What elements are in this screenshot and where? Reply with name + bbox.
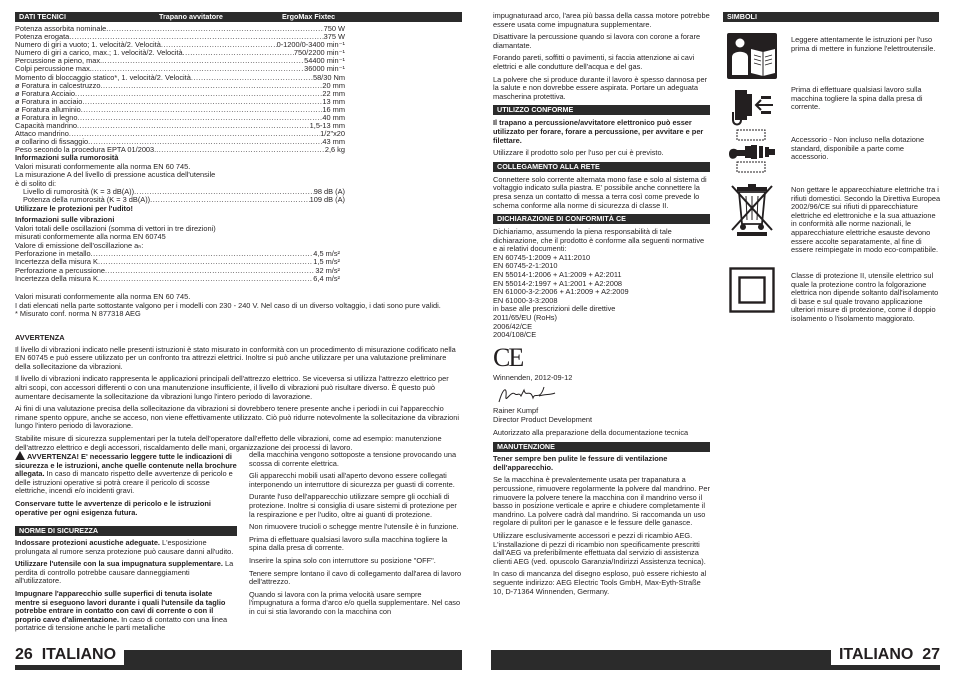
norme-bold: Utilizzare l'utensile con la sua impugnatura supplementare. bbox=[15, 559, 223, 569]
spec-label: ø Foratura alluminio bbox=[15, 105, 81, 114]
spec-row bbox=[15, 114, 345, 122]
tech-data-model-name: ErgoMax Fixtec bbox=[282, 12, 336, 21]
norme-text: In caso di contatto con una linea portatrice di tensione anche le parti metalliche bbox=[15, 614, 228, 633]
class-ii-icon bbox=[729, 267, 775, 313]
safety-paragraph: impugnaturaad arco, l'area più bassa della cassa motore potrebbe essere usata come impugnatura supplementare. bbox=[493, 11, 710, 29]
spec-value: 32 m/s² bbox=[315, 266, 340, 275]
safety-paragraph: Prima di effettuare qualsiasi lavoro sulla macchina togliere la spina dalla presa di corrente. bbox=[249, 534, 448, 553]
utilizzo-bold: Il trapano a percussione/avvitatore elettronico può esser utilizzato per forare, forare a percussione, per avvitare e per filettare. bbox=[493, 118, 704, 145]
page-27 bbox=[477, 0, 954, 677]
noise-line: è di solito di: bbox=[15, 178, 57, 188]
leader-dots bbox=[98, 258, 313, 266]
measured-note: * Misurato conf. norma N 877318 AEG bbox=[15, 309, 141, 319]
safety-paragraph: Quando si lavora con la prima velocità usare sempre l'impugnatura a forma d'arco e/o quella supplementare. Nel caso in cui si stia lavorando con la macchina con bbox=[249, 589, 461, 616]
safety-paragraph: Gli apparecchi mobili usati all'aperto devono essere collegati interponendo un interruttore di sicurezza per guasti di corrente. bbox=[249, 471, 455, 489]
symbol-text-4: Non gettare le apparecchiature elettriche tra i rifiuti domestici. Secondo la Direttiva Europea 2002/96/CE sui rifiuti di pparecchiature elettriche ed elettroniche e la sua attuazione in conformità alle norme nazionali, le apparecchiature elettriche esauste devono essere accolte separatamente, al fine di essere reimpiegate in modo eco-compatibile. bbox=[791, 185, 941, 255]
spec-value: 750 W bbox=[323, 25, 345, 33]
spec-value: 13 mm bbox=[322, 97, 345, 106]
leader-dots bbox=[69, 130, 320, 138]
noise-title: Informazioni sulla rumorosità bbox=[15, 153, 119, 162]
safety-paragraph: La polvere che si produce durante il lavoro è spesso dannosa per la salute e non dovrebbe essere aspirata. Portare un adeguata mascherina protettiva. bbox=[493, 74, 708, 101]
warning-text: In caso di mancato rispetto delle avvertenze di pericolo e delle istruzioni operative si potrà creare il pericolo di scosse elettriche, incendi e/o incidenti gravi. bbox=[15, 469, 233, 496]
spec-row bbox=[15, 188, 345, 196]
conformita-text: Dichiariamo, assumendo la piena responsabilità di tale dichiarazione, che il prodotto è conforme alla seguenti normative e ai relativi documenti: bbox=[493, 227, 705, 254]
spec-label: Perforazione in metallo bbox=[15, 250, 91, 259]
spec-label: Livello di rumorosità (K = 3 dB(A)) bbox=[23, 188, 135, 197]
spec-value: 36000 min⁻¹ bbox=[304, 65, 345, 74]
norm-item: EN 55014-1:2006 + A1:2009 + A2:2011 bbox=[493, 270, 622, 280]
signer-authorization: Autorizzato alla preparazione della documentazione tecnica bbox=[493, 427, 689, 437]
avvertenza-paragraph: Il livello di vibrazioni indicato rappresenta le applicazioni principali dell'attrezzo elettrico. Se viceversa si utilizza l'attrezzo elettrico per altri scopi, con accessori differenti o con una manutenzione insufficiente, il livello di vibrazioni può risultare diverso. È questo può aumentare decisamente la sollecitazione da vibrazioni lungo l'intero periodo di lavorazione. bbox=[15, 374, 449, 401]
norme-text: La perdita di controllo potrebbe causare danneggiamenti all'utilizzatore. bbox=[15, 559, 234, 586]
values-note-2: I dati elencati nella parte sottostante valgono per i modelli con 230 - 240 V. Nel caso di un diverso voltaggio, i dati sono pure validi. bbox=[15, 300, 441, 310]
right-col-1 bbox=[493, 12, 710, 600]
spec-value: 54400 min⁻¹ bbox=[304, 57, 345, 66]
spec-row bbox=[15, 49, 345, 57]
conformita-title: DICHIARAZIONE DI CONFORMITÀ CE bbox=[497, 214, 626, 224]
leader-dots bbox=[91, 250, 314, 258]
vibration-line: Valori totali delle oscillazioni (somma di vettori in tre direzioni) bbox=[15, 223, 216, 233]
spec-label: Numero di giri a carico, max.; 1. velocità/2. Velocità bbox=[15, 49, 183, 58]
spec-value: 16 mm bbox=[322, 105, 345, 114]
leader-dots bbox=[77, 114, 322, 122]
simboli-header bbox=[723, 12, 939, 22]
avvertenza-paragraph: Ai fini di una valutazione precisa della sollecitazione da vibrazioni si dovrebbero tenere presente anche i periodi in cui l'apparecchio rimane spento oppure, anche se acceso, non viene effettivamente utilizzato. Ciò può ridurre notevolmente la sollecitazione da vibrazioni lungo l'intero periodo di lavorazione. bbox=[15, 404, 459, 431]
leader-dots bbox=[102, 57, 304, 65]
manutenzione-header bbox=[493, 442, 710, 452]
leader-dots bbox=[161, 41, 277, 49]
norm-item: EN 60745-2-1:2010 bbox=[493, 261, 558, 271]
norm-item: 2006/42/CE bbox=[493, 321, 533, 331]
conformita-header bbox=[493, 214, 710, 224]
safety-paragraph: Durante l'uso dell'apparecchio utilizzare sempre gli occhiali di protezione. Inoltre si consiglia di usare sistemi di protezione per la respirazione e per l'udito, oltre ai guanti di protezione. bbox=[249, 492, 457, 519]
noise-protection: Utilizzare le protezioni per l'udito! bbox=[15, 203, 133, 213]
safety-continued bbox=[249, 451, 464, 621]
norme-text: L'esposizione prolungata al rumore senza protezione può causare danni all'udito. bbox=[15, 538, 234, 556]
norme-paragraph bbox=[15, 539, 237, 556]
spec-row bbox=[15, 275, 340, 283]
spec-value: 22 mm bbox=[322, 89, 345, 98]
spec-value: 20 mm bbox=[322, 81, 345, 90]
norme-paragraph bbox=[15, 590, 237, 633]
spec-value: 6,4 m/s² bbox=[313, 274, 340, 283]
maintenance-paragraph: Utilizzare esclusivamente accessori e pezzi di ricambio AEG. L'installazione di pezzi di ricambio non specificamente prescritti dall'AEG va preferibilmente effettuata dal servizio di assistenza clienti AEG (ved. opuscolo Garanzia/Indirizzi Assistenza tecnica). bbox=[493, 530, 706, 566]
norme-section bbox=[15, 539, 237, 637]
safety-paragraph: Disattivare la percussione quando si lavora con corone a forare diamantate. bbox=[493, 32, 701, 50]
norm-item: EN 61000-3-3:2008 bbox=[493, 295, 558, 305]
spec-row bbox=[15, 74, 345, 82]
spec-row bbox=[15, 41, 345, 49]
vibration-section bbox=[15, 216, 340, 283]
spec-value: 1/2"x20 bbox=[320, 130, 345, 139]
spec-label: Incertezza della misura K bbox=[15, 258, 98, 267]
norm-item: EN 55014-2:1997 + A1:2001 + A2:2008 bbox=[493, 278, 623, 288]
norme-header bbox=[15, 526, 237, 536]
norme-bold: Indossare protezioni acustiche adeguate. bbox=[15, 538, 160, 547]
leader-dots bbox=[106, 25, 323, 33]
spec-value: 58/30 Nm bbox=[312, 73, 345, 82]
leader-dots bbox=[150, 196, 310, 204]
spec-row bbox=[15, 122, 345, 130]
spec-row bbox=[15, 250, 340, 258]
norme-title: NORME DI SICUREZZA bbox=[19, 526, 99, 535]
leader-dots bbox=[81, 106, 323, 114]
footer-label bbox=[15, 645, 124, 665]
spec-row bbox=[15, 65, 345, 73]
avvertenza-title: AVVERTENZA bbox=[15, 333, 65, 342]
signature bbox=[497, 384, 557, 406]
footer-label bbox=[831, 645, 940, 665]
symbol-text-1: Leggere attentamente le istruzioni per l'uso prima di mettere in funzione l'elettroutensile. bbox=[791, 35, 936, 53]
spec-label: ø Foratura Acciaio bbox=[15, 89, 75, 98]
avvertenza-paragraph: Stabilite misure di sicurezza supplementari per la tutela dell'operatore dall'effetto delle vibrazioni, come ad esempio: manutenzione dell'attrezzo elettrico e degli accessori, riscaldamento delle mani, organizzazione dei processi di lavoro. bbox=[15, 433, 442, 452]
spec-row bbox=[15, 267, 340, 275]
spec-value: 109 dB (A) bbox=[309, 196, 345, 205]
spec-value: 375 W bbox=[323, 33, 345, 42]
weee-bin-icon bbox=[729, 184, 775, 236]
leader-dots bbox=[75, 90, 322, 98]
spec-label: Potenza della rumorosità (K = 3 dB(A)) bbox=[23, 196, 151, 205]
spec-row bbox=[15, 106, 345, 114]
spec-list bbox=[15, 25, 345, 155]
leader-dots bbox=[82, 98, 322, 106]
vibration-line: misurati conformemente alla norma EN 60745 bbox=[15, 232, 166, 242]
spec-label: ø Foratura in legno bbox=[15, 114, 78, 123]
page-language: ITALIANO bbox=[41, 646, 117, 663]
collegamento-header bbox=[493, 162, 710, 172]
manutenzione-bold: Tener sempre ben pulite le fessure di ventilazione dell'apparecchio. bbox=[493, 454, 668, 472]
spec-value: 98 dB (A) bbox=[313, 188, 345, 197]
utilizzo-header bbox=[493, 105, 710, 115]
ce-mark-icon: CE bbox=[493, 342, 523, 372]
leader-dots bbox=[77, 122, 310, 130]
leader-dots bbox=[191, 74, 313, 82]
warning-block bbox=[15, 451, 237, 521]
read-manual-icon bbox=[727, 33, 777, 79]
symbol-text-2: Prima di effettuare qualsiasi lavoro sulla macchina togliere la spina dalla presa di corrente. bbox=[791, 85, 923, 112]
place-date: Winnenden, 2012-09-12 bbox=[493, 372, 573, 382]
leader-dots bbox=[92, 65, 304, 73]
spec-row bbox=[15, 33, 345, 41]
tech-data-title: DATI TECNICI bbox=[19, 12, 66, 21]
manutenzione-title: MANUTENZIONE bbox=[497, 442, 555, 452]
spec-label: Colpi percussione max. bbox=[15, 65, 92, 74]
utilizzo-title: UTILIZZO CONFORME bbox=[497, 105, 574, 115]
spec-value: 2,6 kg bbox=[324, 146, 345, 155]
noise-line: La misurazione A del livello di pressione acustica dell'utensile bbox=[15, 170, 216, 180]
collegamento-title: COLLEGAMENTO ALLA RETE bbox=[497, 161, 600, 171]
vibration-line: Valore di emissione dell'oscillazione aₕ: bbox=[15, 240, 144, 250]
norm-item: 2004/108/CE bbox=[493, 330, 537, 340]
spec-value: 0-1200/0-3400 min⁻¹ bbox=[276, 41, 345, 50]
page-language: ITALIANO bbox=[838, 646, 914, 663]
spec-label: Incertezza della misura K bbox=[15, 274, 98, 283]
values-note-section bbox=[15, 293, 460, 319]
norme-bold: Impugnare l'apparecchio sulle superfici di tenuta isolate mentre si eseguono lavori durante i quali l'utensile da taglio potrebbe entrare in contatto con cavi di corrente o con il proprio cavo d'alimentazione. bbox=[15, 588, 226, 624]
spec-label: Potenza assorbita nominale bbox=[15, 25, 107, 33]
spec-label: Attaco mandrino bbox=[15, 130, 69, 139]
spec-label: Perforazione a percussione bbox=[15, 266, 105, 275]
spec-label: Potenza erogata bbox=[15, 33, 70, 42]
safety-paragraph: Non rimuovere trucioli o schegge mentre l'utensile è in funzione. bbox=[249, 522, 459, 532]
spec-label: Percussione a pieno, max. bbox=[15, 57, 103, 66]
noise-line: Valori misurati conformemente alla norma EN 60 745. bbox=[15, 161, 191, 171]
safety-paragraph: della macchina vengono sottoposte a tensione provocando una scossa di corrente elettrica. bbox=[249, 450, 457, 468]
spec-value: 40 mm bbox=[322, 114, 345, 123]
warning-keep: Conservare tutte le avvertenze di pericolo e le istruzioni operative per ogni esigenza futura. bbox=[15, 498, 211, 517]
spec-row bbox=[15, 258, 340, 266]
spec-row bbox=[15, 130, 345, 138]
spec-value: 1,5 m/s² bbox=[313, 258, 340, 267]
spec-row bbox=[15, 98, 345, 106]
leader-dots bbox=[98, 275, 313, 283]
page-number: 26 bbox=[15, 646, 33, 663]
safety-paragraph: Forando pareti, soffitti o pavimenti, si faccia attenzione ai cavi elettrici e alle condutture dell'acqua e del gas. bbox=[493, 53, 695, 71]
tech-data-model-type: Trapano avvitatore bbox=[159, 12, 223, 21]
leader-dots bbox=[69, 33, 323, 41]
spec-row bbox=[15, 25, 345, 33]
warning-bold: AVVERTENZA! E' necessario leggere tutte le indicazioni di sicurezza e le istruzioni, anche quelle contenute nella brochure allegata. bbox=[15, 452, 237, 479]
warning-triangle-icon bbox=[15, 451, 25, 460]
maintenance-paragraph: In caso di mancanza del disegno esploso, può essere richiesto al seguente indirizzo: AEG Electric Tools GmbH, Max-Eyth-Straße 10, D-71364 Winnenden, Germany. bbox=[493, 569, 707, 596]
signer-title: Director Product Development bbox=[493, 415, 592, 424]
spec-row bbox=[15, 82, 345, 90]
accessory-icon bbox=[727, 128, 777, 174]
simboli-title: SIMBOLI bbox=[727, 12, 757, 21]
spec-label: ø Foratura in acciaio bbox=[15, 97, 83, 106]
page-number: 27 bbox=[922, 646, 940, 663]
spec-value: 750/2200 min⁻¹ bbox=[293, 49, 345, 58]
utilizzo-text: Utilizzare il prodotto solo per l'uso per cui è previsto. bbox=[493, 148, 664, 158]
leader-dots bbox=[183, 49, 294, 57]
spec-value: 4,5 m/s² bbox=[313, 250, 340, 259]
spec-row bbox=[15, 138, 345, 146]
tech-data-header bbox=[15, 12, 462, 22]
safety-paragraph: Tenere sempre lontano il cavo di collegamento dall'area di lavoro dell'attrezzo. bbox=[249, 568, 462, 587]
collegamento-text: Connettere solo corrente alternata mono fase e solo al sistema di voltaggio indicato sulla piastra. E' possibile anche connettere la presa senza un contatto di messa a terra così come prevede lo schema conforme alla norme di sicurezza di classe II. bbox=[493, 174, 707, 210]
leader-dots bbox=[134, 188, 314, 196]
leader-dots bbox=[100, 82, 322, 90]
spec-label: Capacità mandrino bbox=[15, 122, 78, 131]
values-note: Valori misurati conformemente alla norma EN 60 745. bbox=[15, 292, 191, 301]
maintenance-paragraph: Se la macchina è prevalentemente usata per trapanatura a percussione, rimuovere regolarmente la polvere dal mandrino. Per rimuovere la polvere tenere la macchina con il mandrino verso il basso in posizione verticale e aprire e chiudere completamente il mandrino. La polvere cadrà dal mandrino. Si raccomanda un uso regolare di pulitori per le ganasce e le fessure delle ganasce. bbox=[493, 475, 710, 528]
leader-dots bbox=[105, 267, 315, 275]
spec-label: Numero di giri a vuoto; 1. velocità/2. Velocità bbox=[15, 41, 161, 50]
signer-name: Rainer Kumpf bbox=[493, 406, 539, 416]
norme-paragraph bbox=[15, 560, 237, 586]
leader-dots bbox=[88, 138, 322, 146]
symbol-text-5: Classe di protezione II, utensile elettrico sul quale la protezione contro la folgorazione elettrica non dipende soltanto dall'isolamento di base e sul quale trovano applicazione ulteriori misure di protezione, come il doppio isolamento o l'isolamento maggiorato. bbox=[791, 271, 939, 323]
spec-label: ø collarino di fissaggio bbox=[15, 138, 89, 147]
spec-value: 1,5-13 mm bbox=[309, 122, 345, 131]
spec-value: 43 mm bbox=[322, 138, 345, 147]
safety-paragraph: Inserire la spina solo con interruttore su posizione "OFF". bbox=[249, 555, 436, 565]
avvertenza-paragraph: Il livello di vibrazioni indicato nelle presenti istruzioni è stato misurato in conformità con un procedimento di misurazione codificato nella EN 60745 e può essere utilizzato per un confronto tra attrezzi elettrici. Inoltre si può anche utilizzare per una valutazione preliminare della sollecitazione da vibrazioni. bbox=[15, 344, 456, 371]
avvertenza-section bbox=[15, 334, 462, 456]
norm-item: in base alle prescrizioni delle direttive bbox=[493, 304, 616, 314]
norm-item: EN 60745-1:2009 + A11:2010 bbox=[493, 252, 591, 262]
spec-label: Peso secondo la procedura EPTA 01/2003. bbox=[15, 146, 157, 155]
noise-section bbox=[15, 154, 345, 213]
symbol-text-3: Accessorio - Non incluso nella dotazione standard, disponibile a parte come accessorio. bbox=[791, 135, 925, 162]
norm-item: 2011/65/EU (RoHs) bbox=[493, 313, 557, 323]
spec-label: ø Foratura in calcestruzzo bbox=[15, 81, 101, 90]
unplug-icon bbox=[727, 82, 777, 128]
spec-row bbox=[15, 57, 345, 65]
norm-item: EN 61000-3-2:2006 + A1:2009 + A2:2009 bbox=[493, 287, 629, 297]
spec-label: Momento di bloccaggio statico*, 1. velocità/2. Velocità bbox=[15, 73, 191, 82]
spec-row bbox=[15, 90, 345, 98]
vibration-title: Informazioni sulle vibrazioni bbox=[15, 215, 115, 224]
